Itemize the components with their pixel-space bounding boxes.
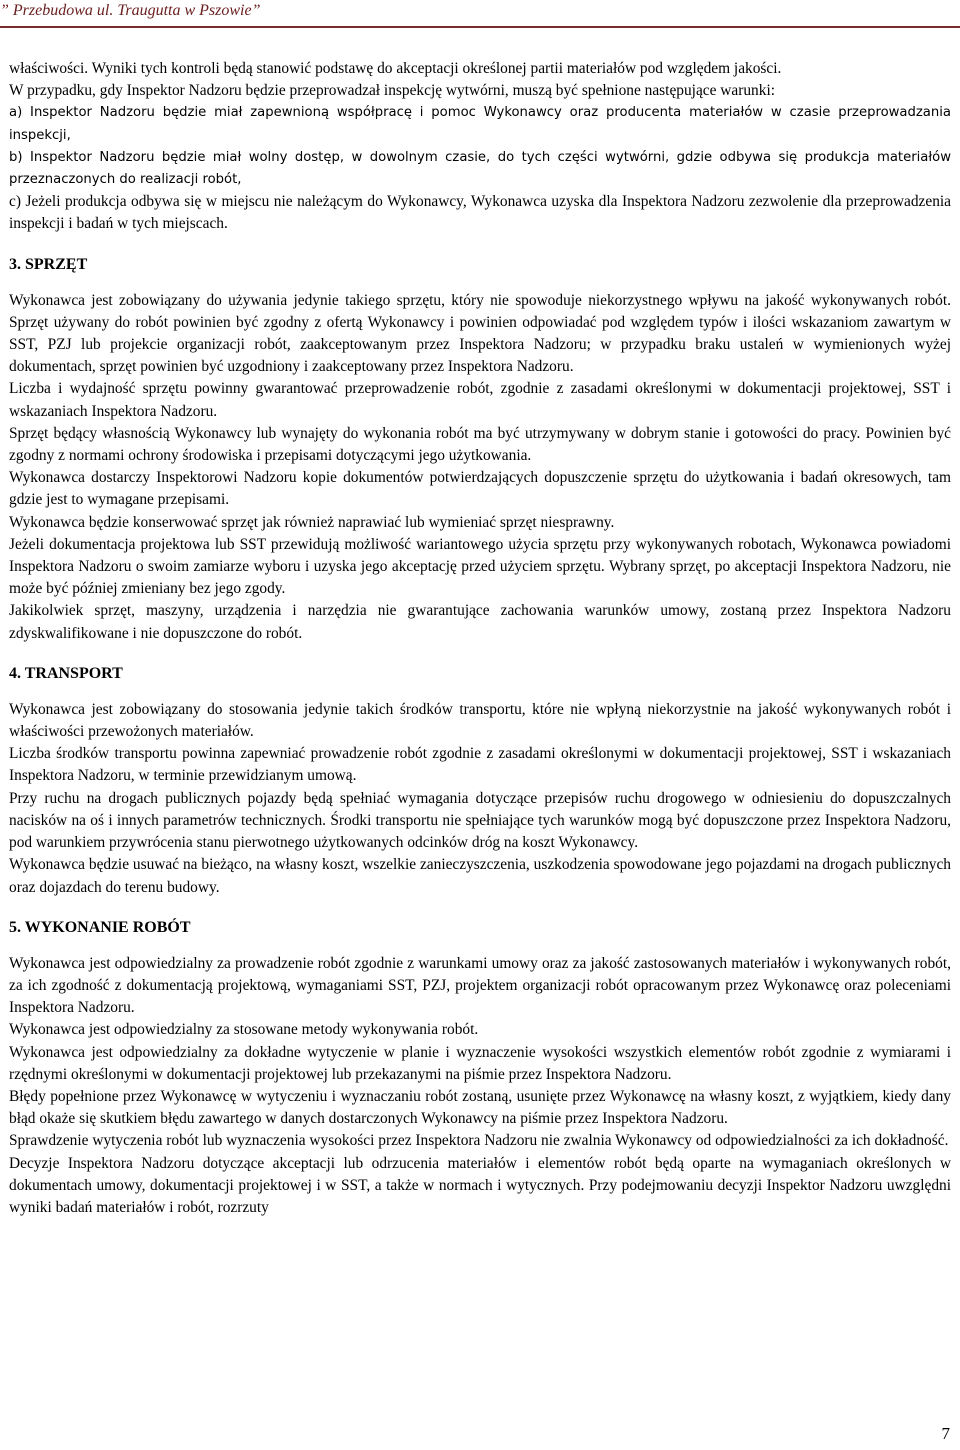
paragraph: Wykonawca jest zobowiązany do stosowania jedynie takich środków transportu, które nie wpłyną niekorzystnie na jakość wykonywanych robót i właściwości przewożonych materiałów.: [9, 700, 951, 741]
list-item-c: c) Jeżeli produkcja odbywa się w miejscu nie należącym do Wykonawcy, Wykonawca uzyska dla Inspektora Nadzoru zezwolenie dla przeprowadzenia inspekcji i badań w tych miejscach.: [9, 193, 951, 233]
paragraph: Sprzęt będący własnością Wykonawcy lub wynajęty do wykonania robót ma być utrzymywany w dobrym stanie i gotowości do pracy. Powinien być zgodny z normami ochrony środowiska i przepisami dotyczącymi jego użytkowania.: [9, 424, 951, 465]
paragraph: Wykonawca jest odpowiedzialny za stosowane metody wykonywania robót.: [9, 1021, 479, 1039]
paragraph: właściwości. Wyniki tych kontroli będą stanowić podstawę do akceptacji określonej partii materiałów pod względem jakości.: [9, 60, 782, 77]
section-heading-equipment: 3. SPRZĘT: [9, 255, 88, 273]
section-heading-execution: 5. WYKONANIE ROBÓT: [9, 918, 191, 936]
paragraph: Wykonawca dostarczy Inspektorowi Nadzoru kopie dokumentów potwierdzających dopuszczenie sprzętu do użytkowania i badań okresowych, tam gdzie jest to wymagane przepisami.: [9, 469, 951, 509]
paragraph: Wykonawca będzie usuwać na bieżąco, na własny koszt, wszelkie zanieczyszczenia, uszkodzenia spowodowane jego pojazdami na drogach publicznych oraz dojazdach do terenu budowy.: [9, 856, 951, 896]
header-rule: [0, 26, 960, 28]
document-body: [9, 58, 951, 1219]
paragraph: Decyzje Inspektora Nadzoru dotyczące akceptacji lub odrzucenia materiałów i elementów robót będą oparte na wymaganiach określonych w dokumentach umowy, dokumentacji projektowej i w SST, a także w normach i wytycznych. Przy podejmowaniu decyzji Inspektor Nadzoru uwzględni wyniki badań materiałów i robót, rozrzuty: [9, 1154, 951, 1216]
paragraph: Błędy popełnione przez Wykonawcę w wytyczeniu i wyznaczaniu robót zostaną, usunięte przez Wykonawcę na własny koszt, z wyjątkiem, kiedy dany błąd okaże się skutkiem błędu zawartego w danych dostarczonych Wykonawcy na piśmie przez Inspektora Nadzoru.: [9, 1087, 951, 1128]
paragraph: Wykonawca będzie konserwować sprzęt jak również naprawiać lub wymieniać sprzęt niesprawny.: [9, 513, 615, 531]
section-heading-transport: 4. TRANSPORT: [9, 664, 123, 682]
paragraph: Wykonawca jest zobowiązany do używania jedynie takiego sprzętu, który nie spowoduje niekorzystnego wpływu na jakość wykonywanych robót. Sprzęt używany do robót powinien być zgodny z ofertą Wykonawcy i powinien odpowiadać pod względem typów i ilości wskazaniom zawartym w SST, PZJ lub projekcie organizacji robót, zaakceptowanym przez Inspektora Nadzoru; w przypadku braku ustaleń w wymienionych wyżej dokumentach, sprzęt powinien być uzgodniony i zaakceptowany przez Inspektora Nadzoru.: [9, 291, 951, 376]
paragraph: Wykonawca jest odpowiedzialny za dokładne wytyczenie w planie i wyznaczenie wysokości wszystkich elementów robót zgodnie z wymiarami i rzędnymi określonymi w dokumentacji projektowej lub przekazanymi na piśmie przez Inspektora Nadzoru.: [9, 1043, 951, 1083]
paragraph: W przypadku, gdy Inspektor Nadzoru będzie przeprowadzał inspekcję wytwórni, muszą być spełnione następujące warunki:: [9, 82, 775, 100]
paragraph: Jeżeli dokumentacja projektowa lub SST przewidują możliwość wariantowego użycia sprzętu przy wykonywanych robotach, Wykonawca powiadomi Inspektora Nadzoru o swoim zamiarze wyboru i uzyska jego akceptację przed użyciem sprzętu. Wybrany sprzęt, po akceptacji Inspektora Nadzoru, nie może być później zmieniany bez jego zgody.: [9, 535, 951, 598]
paragraph: Przy ruchu na drogach publicznych pojazdy będą spełniać wymagania dotyczące przepisów ruchu drogowego w odniesieniu do dopuszczalnych nacisków na oś i innych parametrów technicznych. Środki transportu nie spełniające tych warunków mogą być dopuszczone przez Inspektora Nadzoru, pod warunkiem przywrócenia stanu pierwotnego użytkowanych odcinków dróg na koszt Wykonawcy.: [9, 789, 951, 852]
list-item-b: b) Inspektor Nadzoru będzie miał wolny dostęp, w dowolnym czasie, do tych części wytwórni, gdzie odbywa się produkcja materiałów przeznaczonych do realizacji robót,: [9, 149, 951, 188]
paragraph: Liczba środków transportu powinna zapewniać prowadzenie robót zgodnie z zasadami określonymi w dokumentacji projektowej, SST i wskazaniach Inspektora Nadzoru, w terminie przewidzianym umową.: [9, 745, 951, 785]
paragraph: Liczba i wydajność sprzętu powinny gwarantować przeprowadzenie robót, zgodnie z zasadami określonymi w dokumentacji projektowej, SST i wskazaniach Inspektora Nadzoru.: [9, 380, 951, 420]
paragraph: Wykonawca jest odpowiedzialny za prowadzenie robót zgodnie z warunkami umowy oraz za jakość zastosowanych materiałów i wykonywanych robót, za ich zgodność z dokumentacją projektową, wymaganiami SST, PZJ, projektem organizacji robót opracowanym przez Wykonawcę oraz poleceniami Inspektora Nadzoru.: [9, 954, 951, 1017]
header-title: ” Przebudowa ul. Traugutta w Pszowie”: [0, 2, 261, 19]
paragraph: Jakikolwiek sprzęt, maszyny, urządzenia i narzędzia nie gwarantujące zachowania warunków umowy, zostaną przez Inspektora Nadzoru zdyskwalifikowane i nie dopuszczone do robót.: [9, 602, 951, 642]
paragraph: Sprawdzenie wytyczenia robót lub wyznaczenia wysokości przez Inspektora Nadzoru nie zwalnia Wykonawcy od odpowiedzialności za ich dokładność.: [9, 1132, 949, 1150]
page-header: [0, 0, 960, 26]
list-item-a: a) Inspektor Nadzoru będzie miał zapewnioną współpracę i pomoc Wykonawcy oraz producenta materiałów w czasie przeprowadzania inspekcji,: [9, 105, 951, 143]
page-number: 7: [941, 1424, 950, 1443]
